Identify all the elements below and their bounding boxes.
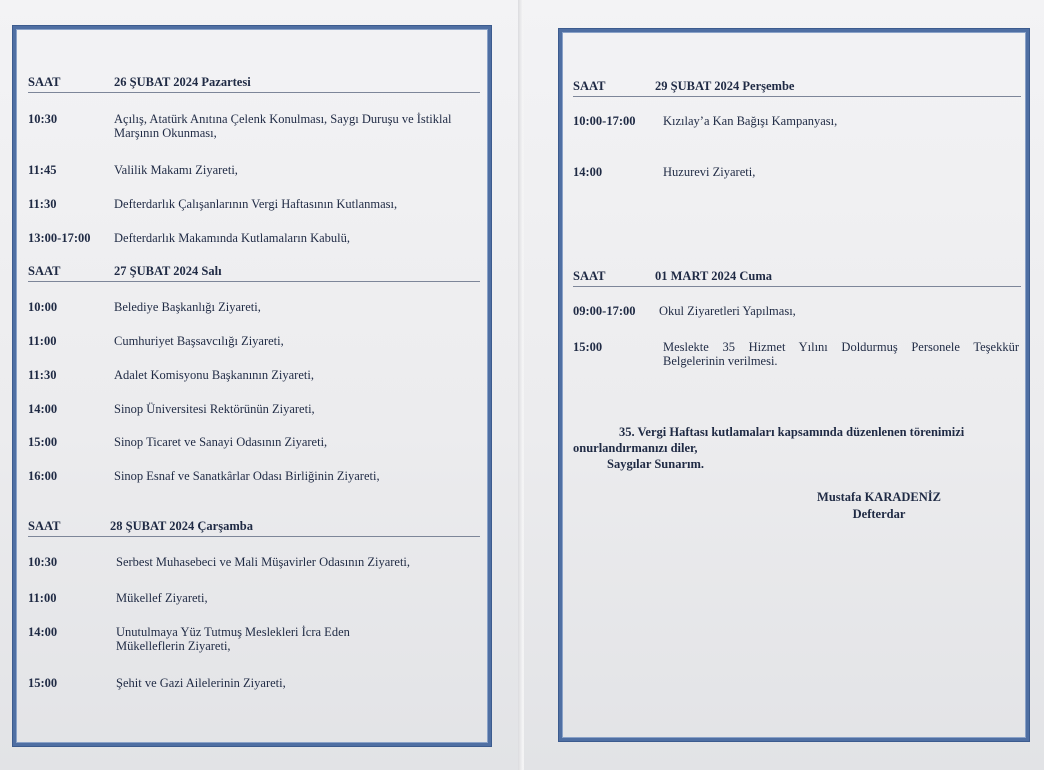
saat-label: SAAT xyxy=(28,75,61,89)
row-text: Kızılay’a Kan Bağışı Kampanyası, xyxy=(663,114,838,128)
day2-header xyxy=(28,263,480,282)
row-text: Şehit ve Gazi Ailelerinin Ziyareti, xyxy=(116,676,286,690)
row-time: 11:00 xyxy=(28,334,57,348)
day1-date: 26 ŞUBAT 2024 Pazartesi xyxy=(114,75,251,89)
day3-header xyxy=(28,518,480,537)
row-time: 15:00 xyxy=(573,340,603,354)
row-text: Defterdarlık Çalışanlarının Vergi Haftasının Kutlanması, xyxy=(114,197,398,211)
day3-date: 28 ŞUBAT 2024 Çarşamba xyxy=(110,519,253,533)
day4-date: 29 ŞUBAT 2024 Perşembe xyxy=(655,79,795,93)
closing-line3: Saygılar Sunarım. xyxy=(607,457,705,471)
row-time: 11:45 xyxy=(28,163,57,177)
signer-title: Defterdar xyxy=(852,507,906,521)
signature-block xyxy=(794,489,964,523)
row-time: 11:00 xyxy=(28,591,57,605)
day1-header xyxy=(28,74,480,93)
row-text: Açılış, Atatürk Anıtına Çelenk Konulması, Saygı Duruşu ve İstiklal Marşının Okunması, xyxy=(114,112,452,140)
row-time: 11:30 xyxy=(28,368,57,382)
row-time: 15:00 xyxy=(28,676,58,690)
row-text: Sinop Ticaret ve Sanayi Odasının Ziyareti, xyxy=(114,435,328,449)
row-text: Mükellef Ziyareti, xyxy=(116,591,208,605)
saat-label: SAAT xyxy=(28,264,61,278)
closing-line2: onurlandırmanızı diler, xyxy=(573,441,698,455)
right-page-border xyxy=(559,29,1029,741)
row-text: Meslekte 35 Hizmet Yılını Doldurmuş Personele Teşekkür Belgelerinin verilmesi. xyxy=(663,340,1019,368)
row-time: 16:00 xyxy=(28,469,58,483)
row-text: Cumhuriyet Başsavcılığı Ziyareti, xyxy=(114,334,284,348)
day4-header xyxy=(573,78,1021,97)
row-text: Adalet Komisyonu Başkanının Ziyareti, xyxy=(114,368,314,382)
row-time: 13:00-17:00 xyxy=(28,231,91,245)
row-time: 11:30 xyxy=(28,197,57,211)
row-time: 10:30 xyxy=(28,112,58,126)
closing-line1: 35. Vergi Haftası kutlamaları kapsamında düzenlenen törenimizi xyxy=(619,425,965,439)
row-text: Okul Ziyaretleri Yapılması, xyxy=(659,304,796,318)
day5-date: 01 MART 2024 Cuma xyxy=(655,269,773,283)
row-text: Sinop Üniversitesi Rektörünün Ziyareti, xyxy=(114,402,315,416)
right-page xyxy=(524,0,1044,770)
saat-label: SAAT xyxy=(573,79,606,93)
row-text: Valilik Makamı Ziyareti, xyxy=(114,163,238,177)
row-text: Sinop Esnaf ve Sanatkârlar Odası Birliğinin Ziyareti, xyxy=(114,469,380,483)
row-text: Belediye Başkanlığı Ziyareti, xyxy=(114,300,261,314)
row-text: Unutulmaya Yüz Tutmuş Meslekleri İcra Eden Mükelleflerin Ziyareti, xyxy=(116,625,350,653)
row-time: 14:00 xyxy=(573,165,603,179)
row-text: Huzurevi Ziyareti, xyxy=(663,165,756,179)
row-time: 10:00 xyxy=(28,300,58,314)
row-text: Serbest Muhasebeci ve Mali Müşavirler Odasının Ziyareti, xyxy=(116,555,411,569)
closing-paragraph xyxy=(573,424,1023,472)
saat-label: SAAT xyxy=(28,519,61,533)
row-time: 14:00 xyxy=(28,402,58,416)
row-text: Defterdarlık Makamında Kutlamaların Kabulü, xyxy=(114,231,351,245)
day2-date: 27 ŞUBAT 2024 Salı xyxy=(114,264,222,278)
signer-name: Mustafa KARADENİZ xyxy=(817,490,941,504)
row-time: 14:00 xyxy=(28,625,58,639)
row-time: 09:00-17:00 xyxy=(573,304,636,318)
row-time: 15:00 xyxy=(28,435,58,449)
row-time: 10:30 xyxy=(28,555,58,569)
day5-header xyxy=(573,268,1021,287)
saat-label: SAAT xyxy=(573,269,606,283)
row-time: 10:00-17:00 xyxy=(573,114,636,128)
